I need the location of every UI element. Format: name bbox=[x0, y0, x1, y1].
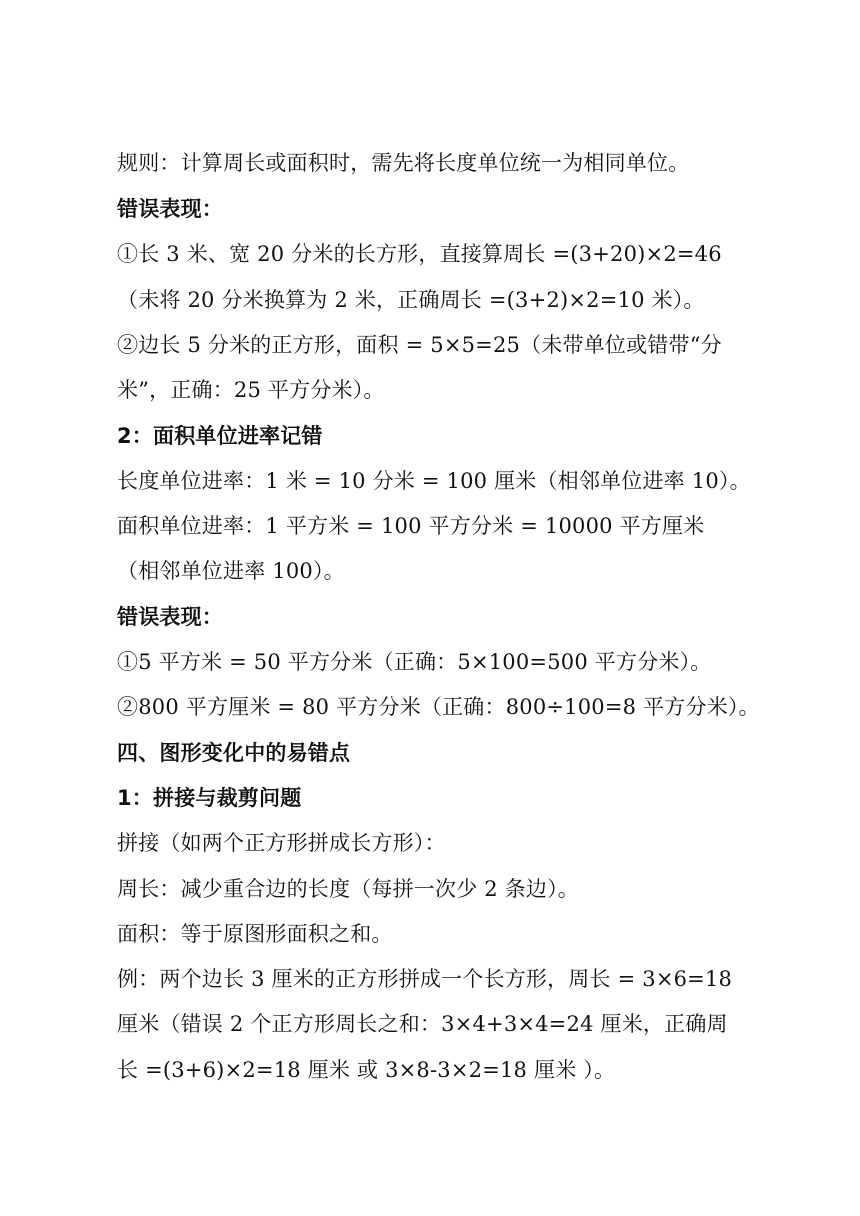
section-heading-area-units: 2：面积单位进率记错 bbox=[117, 424, 323, 448]
length-unit-rate: 长度单位进率：1 米 = 10 分米 = 100 厘米（相邻单位进率 10）。 bbox=[117, 469, 751, 493]
area-error-example-2: ②800 平方厘米 = 80 平方分米（正确：800÷100=8 平方分米）。 bbox=[117, 695, 760, 719]
splice-example-line-1: 例：两个边长 3 厘米的正方形拼成一个长方形，周长 = 3×6=18 bbox=[117, 967, 733, 991]
splice-perimeter: 周长：减少重合边的长度（每拼一次少 2 条边）。 bbox=[117, 877, 580, 901]
area-unit-rate-line-1: 面积单位进率：1 平方米 = 100 平方分米 = 10000 平方厘米 bbox=[117, 514, 705, 538]
error-example-2-line-2: 米”，正确：25 平方分米）。 bbox=[117, 378, 385, 402]
chapter-heading-shape-changes: 四、图形变化中的易错点 bbox=[117, 741, 351, 765]
error-example-1-line-2: （未将 20 分米换算为 2 米，正确周长 =(3+2)×2=10 米）。 bbox=[117, 288, 705, 312]
rule-text: 规则：计算周长或面积时，需先将长度单位统一为相同单位。 bbox=[117, 151, 690, 175]
area-error-example-1: ①5 平方米 = 50 平方分米（正确：5×100=500 平方分米）。 bbox=[117, 650, 712, 674]
section-heading-splice-cut: 1：拼接与裁剪问题 bbox=[117, 786, 302, 810]
error-example-1-line-1: ①长 3 米、宽 20 分米的长方形，直接算周长 =(3+20)×2=46 bbox=[117, 242, 722, 266]
error-heading-2: 错误表现： bbox=[117, 605, 223, 629]
splice-intro: 拼接（如两个正方形拼成长方形）： bbox=[117, 831, 446, 855]
error-heading-1: 错误表现： bbox=[117, 197, 223, 221]
splice-area: 面积：等于原图形面积之和。 bbox=[117, 922, 393, 946]
splice-example-line-3: 长 =(3+6)×2=18 厘米 或 3×8-3×2=18 厘米 ）。 bbox=[117, 1058, 616, 1082]
area-unit-rate-line-2: （相邻单位进率 100）。 bbox=[117, 559, 345, 583]
error-example-2-line-1: ②边长 5 分米的正方形，面积 = 5×5=25（未带单位或错带“分 bbox=[117, 333, 722, 357]
splice-example-line-2: 厘米（错误 2 个正方形周长之和：3×4+3×4=24 厘米，正确周 bbox=[117, 1012, 728, 1036]
